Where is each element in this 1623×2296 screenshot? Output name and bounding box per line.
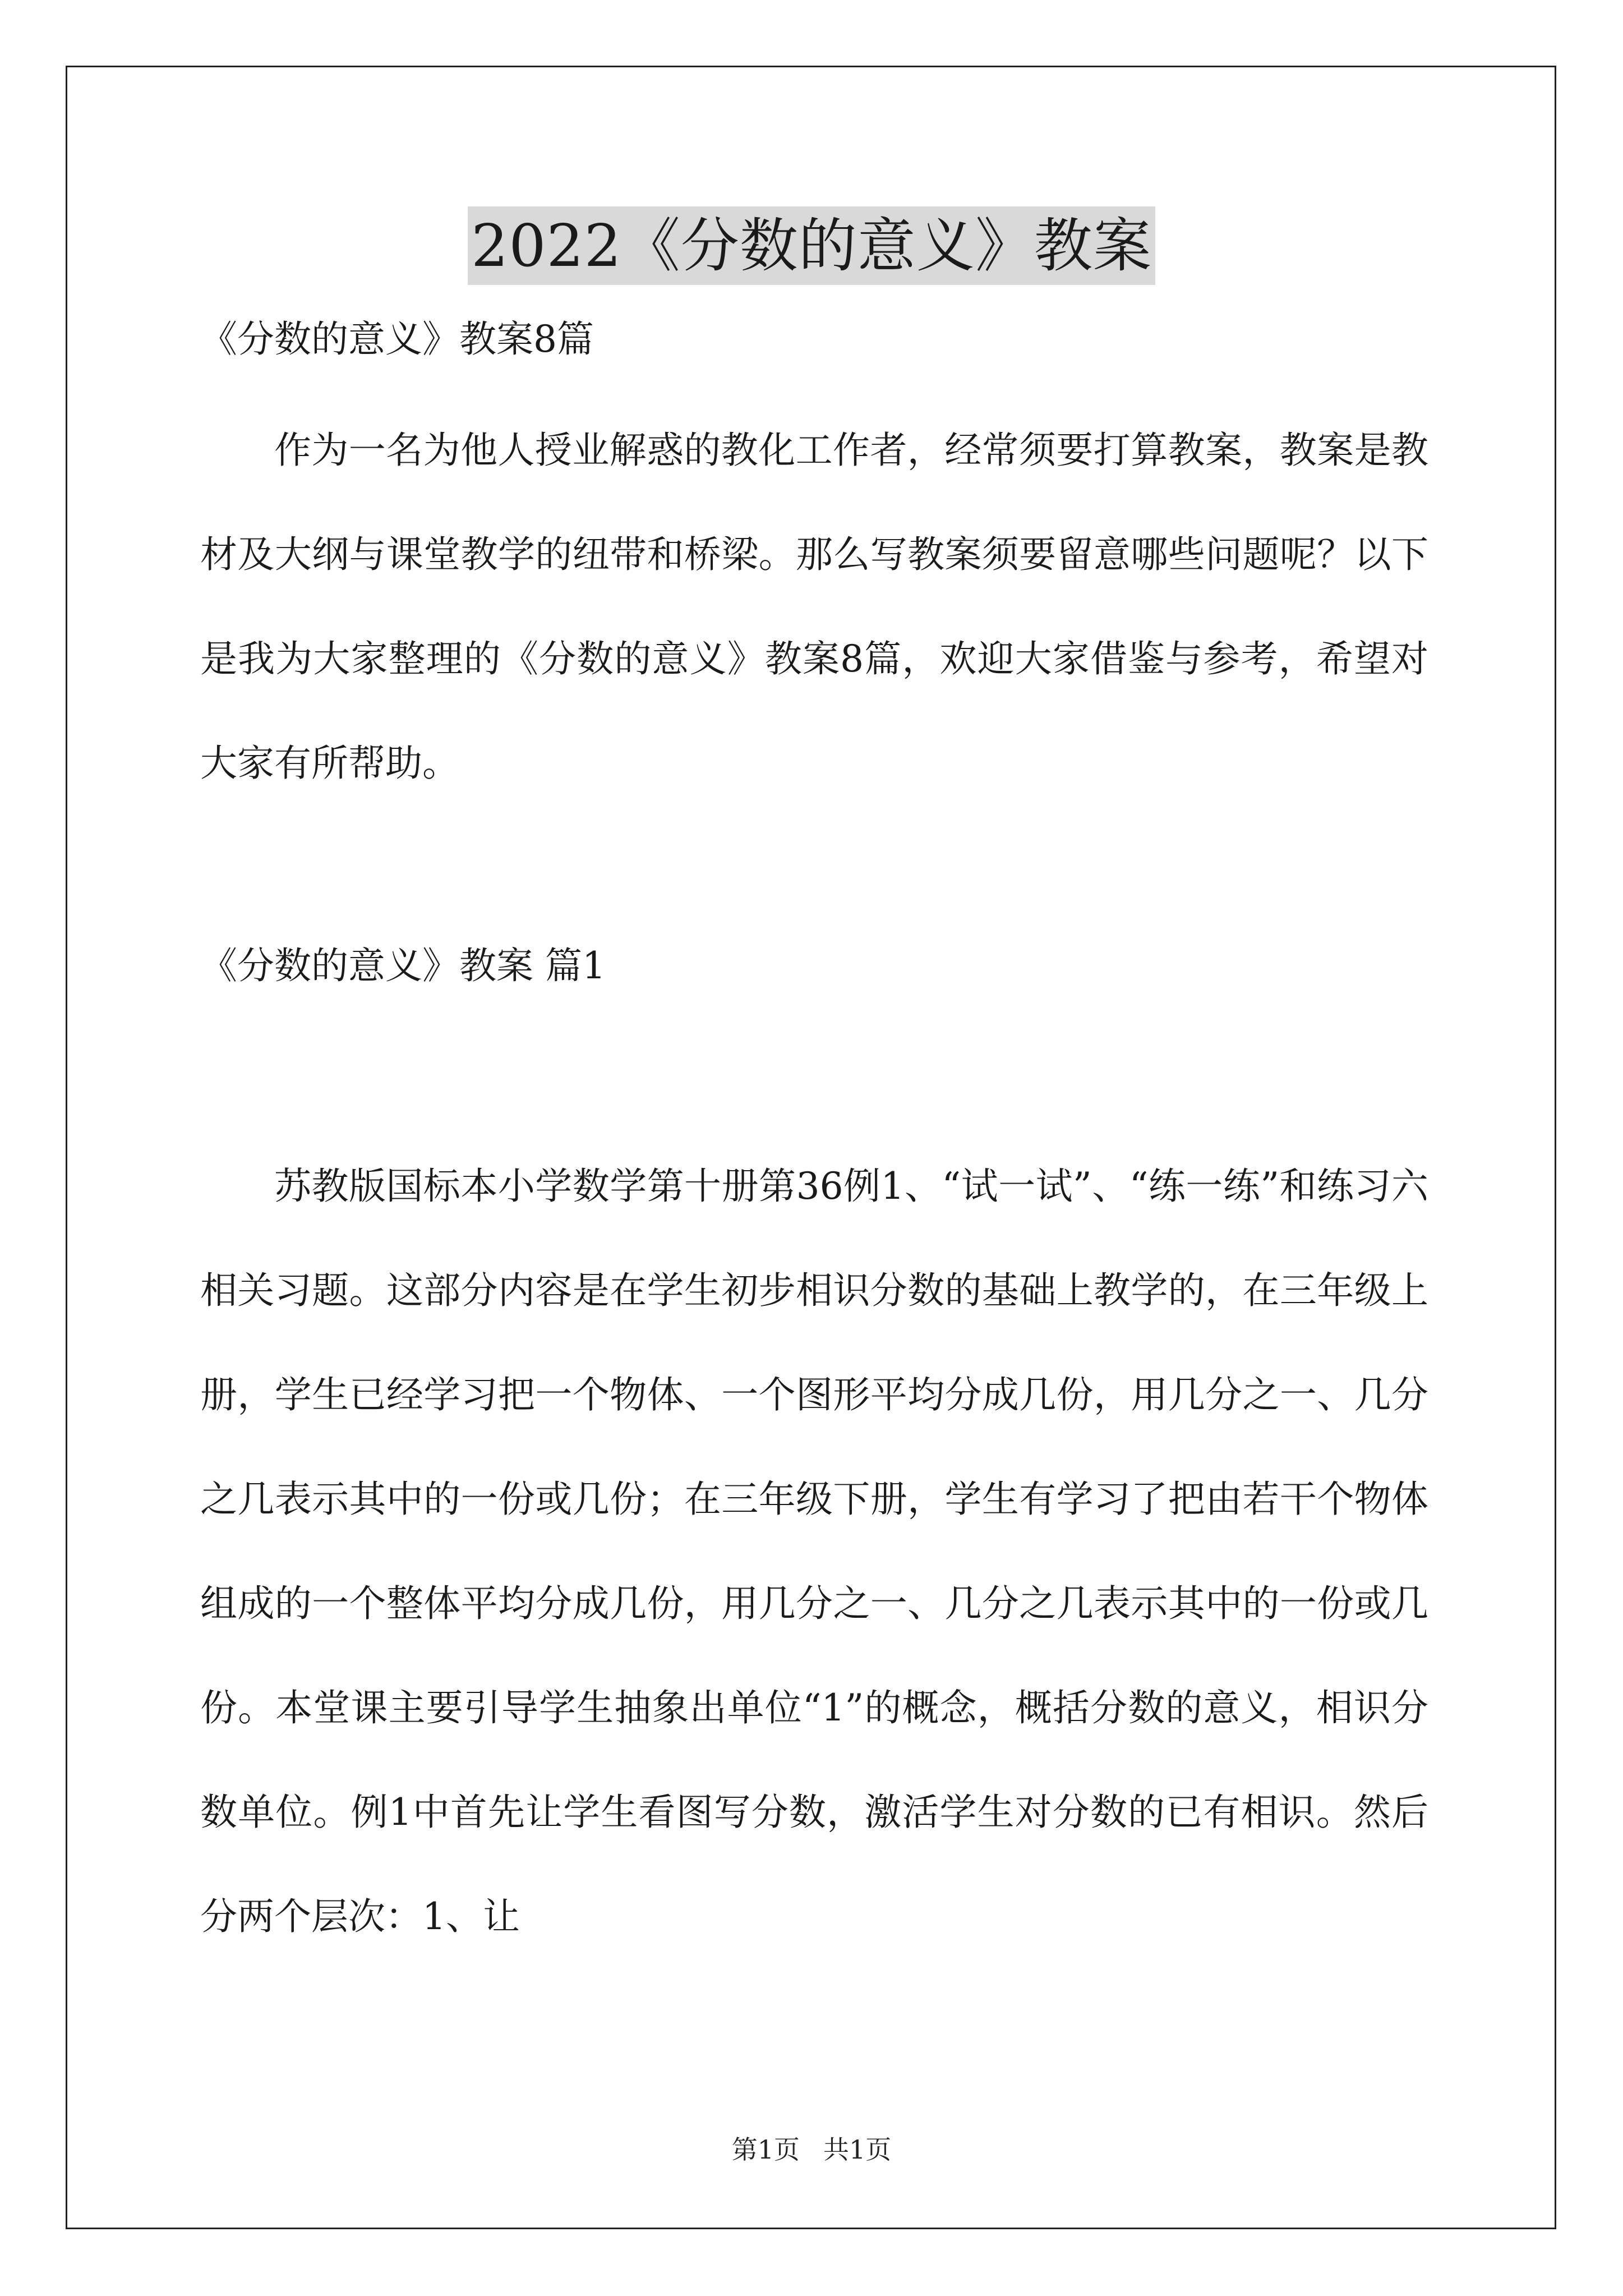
document-body [200,306,1428,1969]
intro-paragraph: 作为一名为他人授业解惑的教化工作者，经常须要打算教案，教案是教材及大纲与课堂教学的纽带和桥梁。那么写教案须要留意哪些问题呢？以下是我为大家整理的《分数的意义》教案8篇，欢迎大家借鉴与参考，希望对大家有所帮助。 [200,429,1428,785]
page-number: 第1页 [731,2134,800,2165]
page-total: 共1页 [823,2134,892,2165]
title-container [0,206,1623,285]
section-heading: 《分数的意义》教案 篇1 [200,944,606,987]
page-footer [0,2133,1623,2166]
document-title: 2022《分数的意义》教案 [468,206,1155,285]
section-paragraph: 苏教版国标本小学数学第十册第36例1、“试一试”、“练一练”和练习六相关习题。这部分内容是在学生初步相识分数的基础上教学的，在三年级上册，学生已经学习把一个物体、一个图形平均分成几份，用几分之一、几分之几表示其中的一份或几份；在三年级下册，学生有学习了把由若干个物体组成的一个整体平均分成几份，用几分之一、几分之几表示其中的一份或几份。本堂课主要引导学生抽象出单位“1”的概念，概括分数的意义，相识分数单位。例1中首先让学生看图写分数，激活学生对分数的已有相识。然后分两个层次：1、让 [200,1165,1428,1938]
document-subtitle: 《分数的意义》教案8篇 [200,318,594,361]
